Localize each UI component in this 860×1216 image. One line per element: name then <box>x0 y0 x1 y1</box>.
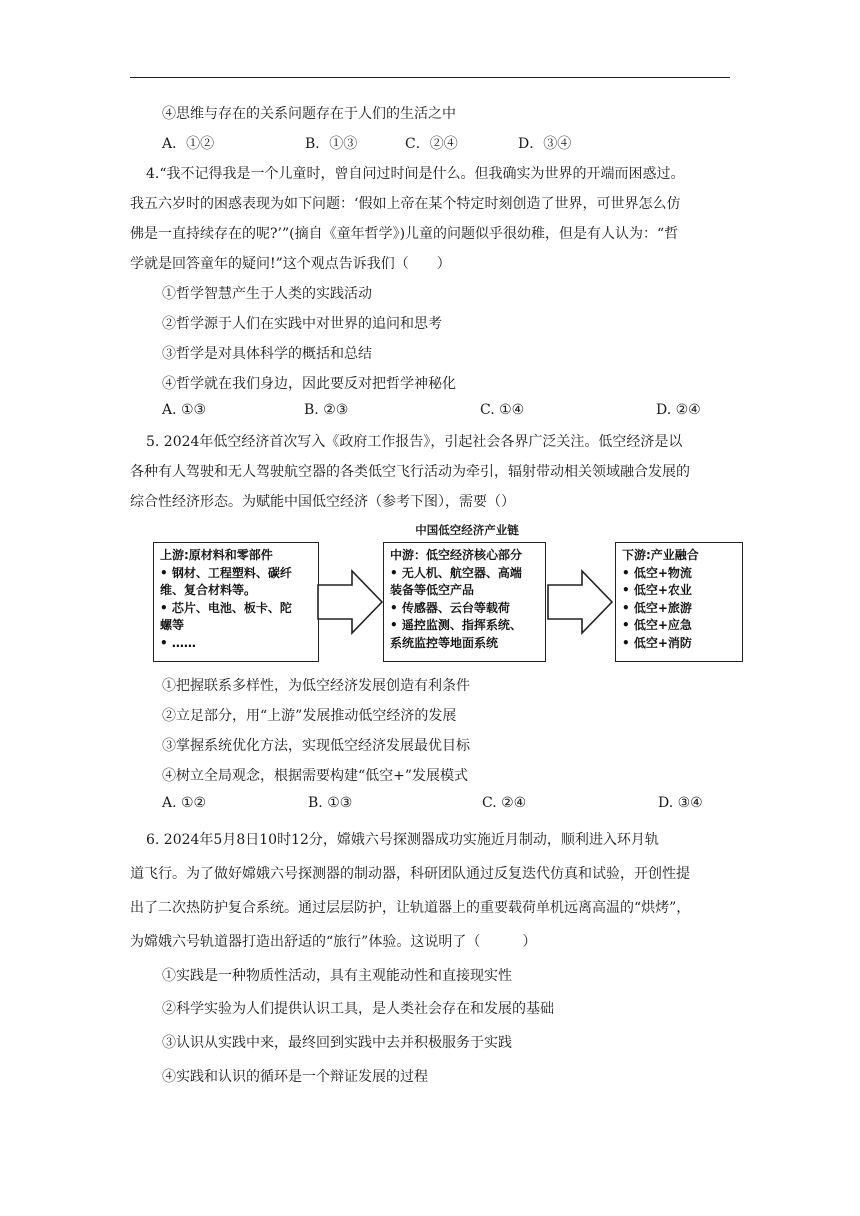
midstream-line: • 遥控监测、指挥系统、 <box>390 618 522 632</box>
q3-option-d[interactable]: D．③④ <box>518 136 572 152</box>
q5-stem-line-2: 各种有人驾驶和无人驾驶航空器的各类低空飞行活动为牵引，辐射带动相关领域融合发展的 <box>130 464 690 480</box>
midstream-line: 中游：低空经济核心部分 <box>390 548 523 562</box>
q4-stem-line-3: 佛是一直持续存在的呢?’”(摘自《童年哲学》)儿童的问题似乎很幼稚，但是有人认为：“哲 <box>130 226 679 242</box>
q6-stem-line-2: 道飞行。为了做好嫦娥六号探测器的制动器，科研团队通过反复迭代仿真和试验，开创性提 <box>130 866 690 882</box>
midstream-line: • 传感器、云台等载荷 <box>390 600 510 615</box>
q5-option-b[interactable]: B. ①③ <box>308 795 353 811</box>
downstream-line: • 低空+消防 <box>622 635 692 650</box>
q5-statement-1: ①把握联系多样性，为低空经济发展创造有利条件 <box>162 678 470 694</box>
midstream-line: • 无人机、航空器、高端 <box>390 565 522 580</box>
header-rule <box>130 77 730 78</box>
downstream-line: • 低空+物流 <box>622 565 692 580</box>
downstream-line: • 低空+应急 <box>622 618 692 632</box>
downstream-line: 下游:产业融合 <box>622 548 699 562</box>
q4-option-a[interactable]: A. ①③ <box>162 402 207 418</box>
q3-statement-4: ④思维与存在的关系问题存在于人们的生活之中 <box>162 106 456 122</box>
downstream-line: • 低空+旅游 <box>622 600 692 615</box>
upstream-line: 上游:原材料和零部件 <box>160 548 273 562</box>
q6-statement-4: ④实践和认识的循环是一个辩证发展的过程 <box>162 1069 428 1085</box>
q4-stem-line-4: 学就是回答童年的疑问!”这个观点告诉我们（ ） <box>130 256 451 272</box>
q6-stem-line-3: 出了二次热防护复合系统。通过层层防护，让轨道器上的重要载荷单机远离高温的“烘烤”， <box>130 900 691 916</box>
q4-stem-line-2: 我五六岁时的困惑表现为如下问题：‘假如上帝在某个特定时刻创造了世界，可世界怎么仿 <box>130 196 681 212</box>
q4-statement-1: ①哲学智慧产生于人类的实践活动 <box>162 286 372 302</box>
midstream-line: 系统监控等地面系统 <box>390 635 499 650</box>
q6-statement-3: ③认识从实践中来，最终回到实践中去并积极服务于实践 <box>162 1035 512 1051</box>
q6-statement-2: ②科学实验为人们提供认识工具，是人类社会存在和发展的基础 <box>162 1001 554 1017</box>
q5-option-a[interactable]: A. ①② <box>162 795 207 811</box>
q5-statement-4: ④树立全局观念，根据需要构建“低空+”发展模式 <box>162 768 469 784</box>
upstream-box <box>153 542 319 662</box>
q3-option-b[interactable]: B．①③ <box>305 136 358 152</box>
downstream-line: • 低空+农业 <box>622 583 692 597</box>
q5-option-c[interactable]: C. ②④ <box>482 795 527 811</box>
upstream-line: • …… <box>160 635 196 650</box>
q4-statement-4: ④哲学就在我们身边，因此要反对把哲学神秘化 <box>162 376 456 392</box>
downstream-box <box>615 542 743 662</box>
q4-option-d[interactable]: D. ②④ <box>656 402 701 418</box>
upstream-line: 螺等 <box>160 618 185 632</box>
upstream-line: • 钢材、工程塑料、碳纤 <box>160 565 292 580</box>
arrow-right-icon <box>546 569 616 635</box>
q3-option-c[interactable]: C．②④ <box>405 136 458 152</box>
q5-statement-2: ②立足部分，用“上游”发展推动低空经济的发展 <box>162 708 457 724</box>
q4-stem-line-1: 4.“我不记得我是一个儿童时，曾自问过时间是什么。但我确实为世界的开端而困惑过。 <box>146 166 685 182</box>
midstream-line: 装备等低空产品 <box>390 583 475 597</box>
upstream-line: • 芯片、电池、板卡、陀 <box>160 600 292 615</box>
q4-option-c[interactable]: C. ①④ <box>480 402 525 418</box>
q5-statement-3: ③掌握系统优化方法，实现低空经济发展最优目标 <box>162 738 470 754</box>
q4-statement-2: ②哲学源于人们在实践中对世界的追问和思考 <box>162 316 442 332</box>
q4-statement-3: ③哲学是对具体科学的概括和总结 <box>162 346 372 362</box>
arrow-right-icon <box>316 569 386 635</box>
q6-stem-line-4: 为嫦娥六号轨道器打造出舒适的“旅行”体验。这说明了（ ） <box>130 934 537 950</box>
diagram-title: 中国低空经济产业链 <box>415 523 519 537</box>
upstream-line: 维、复合材料等。 <box>160 583 257 597</box>
q6-stem-line-1: 6. 2024年5月8日10时12分，嫦娥六号探测器成功实施近月制动，顺利进入环月轨 <box>146 832 659 848</box>
q5-stem-line-1: 5. 2024年低空经济首次写入《政府工作报告》，引起社会各界广泛关注。低空经济是以 <box>146 434 683 450</box>
q5-stem-line-3: 综合性经济形态。为赋能中国低空经济（参考下图），需要（） <box>130 494 515 510</box>
midstream-box <box>383 542 546 662</box>
q5-option-d[interactable]: D. ③④ <box>658 795 703 811</box>
q3-option-a[interactable]: A．①② <box>162 136 215 152</box>
q4-option-b[interactable]: B. ②③ <box>304 402 349 418</box>
q6-statement-1: ①实践是一种物质性活动，具有主观能动性和直接现实性 <box>162 968 512 984</box>
